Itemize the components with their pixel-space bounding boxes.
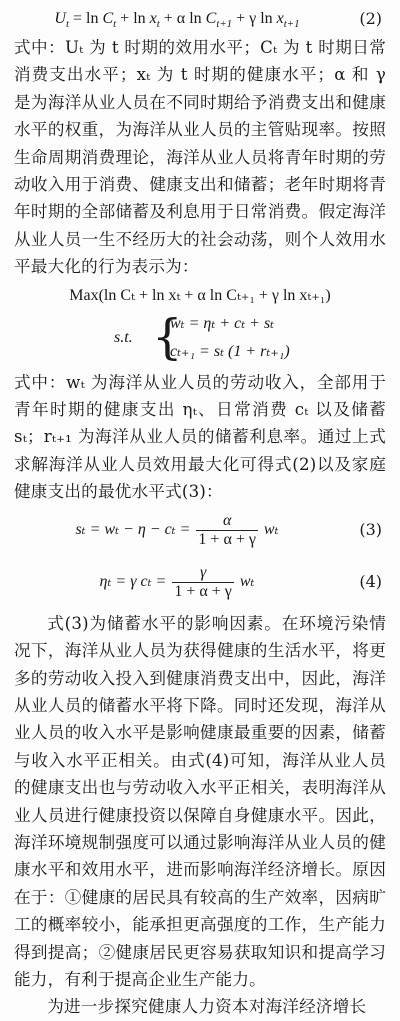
eq2-part: x xyxy=(276,10,284,27)
equation-4-body xyxy=(14,564,340,601)
constraint-line-2: cₜ₊₁ = sₜ (1 + rₜ₊₁) xyxy=(170,342,290,360)
paragraph-4: 为进一步探究健康人力资本对海洋经济增长 xyxy=(47,997,367,1017)
eq2-part: + α ln xyxy=(159,10,206,27)
equation-3-body xyxy=(14,512,340,549)
eq2-sub: t+1 xyxy=(283,18,300,31)
eq2-sub: t xyxy=(156,18,160,31)
equation-number: (4) xyxy=(359,571,382,591)
eq2-lhs: U xyxy=(54,10,66,27)
constraint-system xyxy=(14,308,386,369)
eq2-sub: t xyxy=(65,18,69,31)
max-equation-body: Max(ln Cₜ + ln xₜ + α ln Cₜ₊₁ + γ ln xₜ₊₁) xyxy=(69,286,331,304)
paragraph-1: 式中：Uₜ 为 t 时期的效用水平；Cₜ 为 t 时期日常消费支出水平；xₜ 为 t 时期的健康水平；α 和 γ 是为海洋从业人员在不同时期给予消费支出和健康水平的权重，为海洋从业人员的主管贴现率。按照生命周期消费理论，海洋从业人员将青年时期的劳动收入用于消费、健康支出和储蓄；老年时期将青年时期的全部储蓄及利息用于日常消费。假定海洋从业人员一生不经历大的社会动荡，则个人效用水平最大化的行为表示为： xyxy=(14,38,386,277)
eq2-part: = ln xyxy=(69,10,103,27)
equation-number: (3) xyxy=(359,519,382,539)
max-equation xyxy=(14,281,386,311)
eq4-rhs: wₜ xyxy=(235,572,255,590)
paragraph-2: 式中：wₜ 为海洋从业人员的劳动收入，全部用于青年时期的健康支出 ηₜ、日常消费 cₜ 以及储蓄 sₜ；rₜ₊₁ 为海洋从业人员的储蓄利息率。通过上式求解海洋从业人员效用最大化可得式(2)以及家庭健康支出的最优水平式(3)： xyxy=(14,372,386,502)
eq2-sub: t xyxy=(113,18,117,31)
eq3-rhs: wₜ xyxy=(259,520,279,538)
eq4-fraction xyxy=(172,564,234,601)
constraint-line-1: wₜ = ηₜ + cₜ + sₜ xyxy=(170,314,275,332)
eq2-part: x xyxy=(149,10,157,27)
equation-4 xyxy=(14,558,386,610)
eq3-lhs: sₜ = wₜ − η − cₜ = xyxy=(75,520,195,538)
eq2-part: C xyxy=(102,10,114,27)
eq2-part: + ln xyxy=(116,10,150,27)
equation-number: (2) xyxy=(359,9,382,28)
eq3-numerator: α xyxy=(196,512,258,531)
eq2-part: + γ ln xyxy=(232,10,277,27)
such-that-label: s.t. xyxy=(114,328,133,346)
eq3-denominator: 1 + α + γ xyxy=(198,530,256,548)
eq2-sub: t+1 xyxy=(216,18,233,31)
brace-icon: { xyxy=(152,308,183,365)
eq2-part: C xyxy=(205,10,217,27)
eq3-fraction xyxy=(196,512,258,549)
equation-2 xyxy=(14,4,386,34)
paragraph-3: 式(3)为储蓄水平的影响因素。在环境污染情况下，海洋从业人员为获得健康的生活水平，将更多的劳动收入投入到健康消费支出中，因此，海洋从业人员的储蓄水平将下降。同时还发现，海洋从业人员的收入水平是影响健康最重要的因素，储蓄与收入水平正相关。由式(4)可知，海洋从业人员的健康支出也与劳动收入水平正相关，表明海洋从业人员进行健康投资以保障自身健康水平。因此，海洋环境规制强度可以通过影响海洋从业人员的健康水平和效用水平，进而影响海洋经济增长。原因在于：①健康的居民具有较高的生产效率，因病旷工的概率较小，能承担更高强度的工作，生产能力得到提高；②健康居民更容易获取知识和提高学习能力，有利于提高企业生产能力。 xyxy=(14,613,386,989)
eq4-numerator: γ xyxy=(172,564,234,583)
eq4-lhs: ηₜ = γ cₜ = xyxy=(99,572,171,590)
eq4-denominator: 1 + α + γ xyxy=(174,582,232,600)
equation-2-body xyxy=(14,4,340,39)
equation-3 xyxy=(14,506,386,558)
